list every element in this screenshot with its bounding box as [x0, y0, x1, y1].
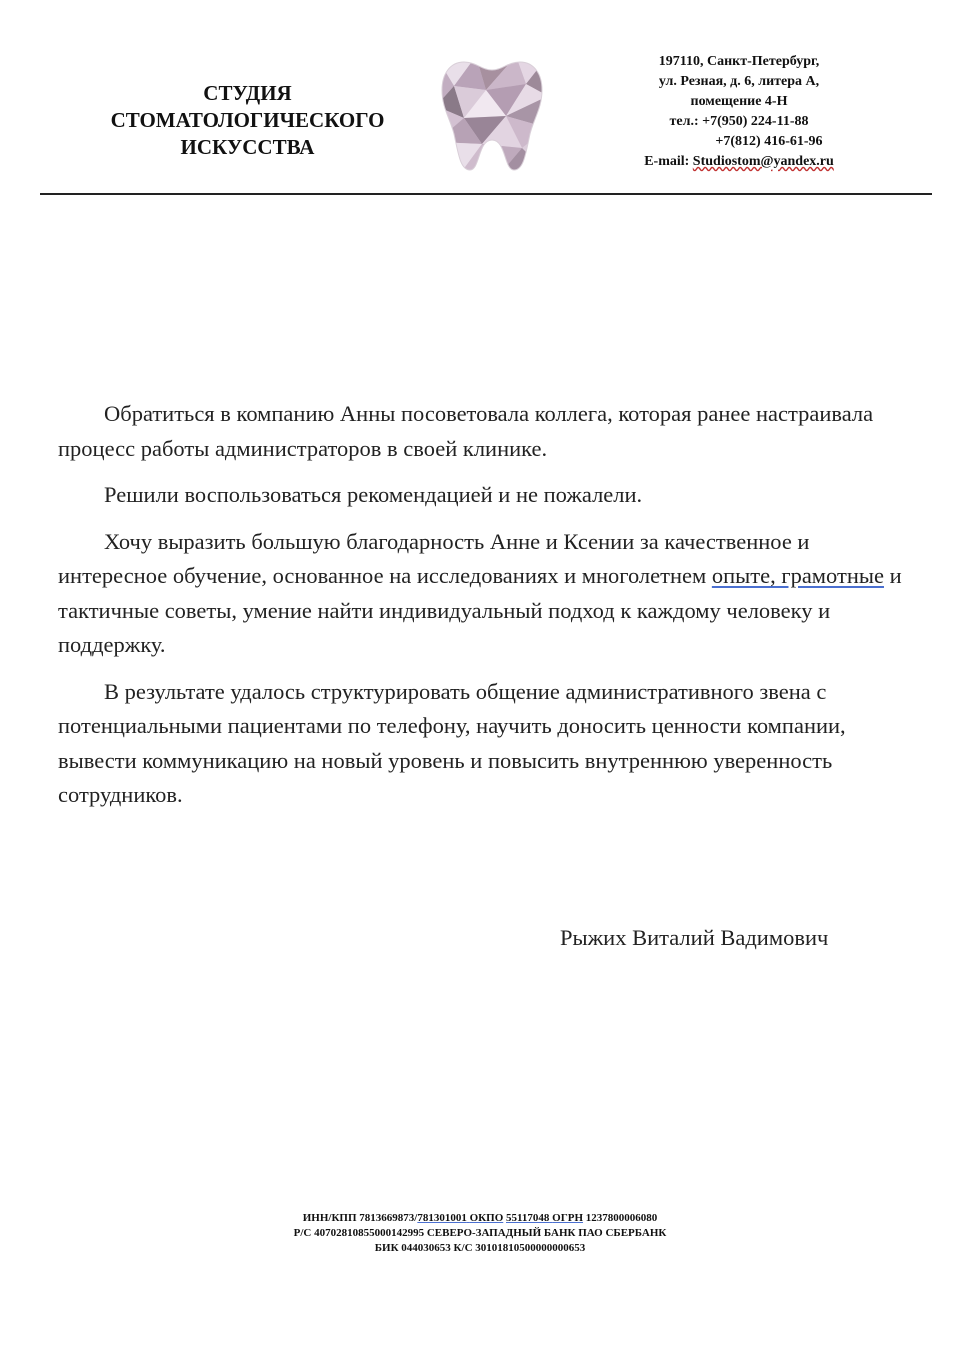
company-name-line-3: ИСКУССТВА	[180, 135, 315, 159]
address-line-1: 197110, Санкт-Петербург,	[658, 54, 820, 69]
bank-details-line-2: Р/С 40702810855000142995 СЕВЕРО-ЗАПАДНЫЙ БАНК ПАО СБЕРБАНК	[293, 1227, 667, 1239]
tooth-icon	[436, 56, 548, 174]
bank-details-line-1: ИНН/КПП 7813669873/781301001 ОКПО 55117048 ОГРН 1237800006080	[302, 1212, 658, 1224]
letter-body	[58, 397, 918, 825]
address-line-3: помещение 4-Н	[690, 94, 788, 109]
company-name	[80, 80, 415, 161]
company-name-line-2: СТОМАТОЛОГИЧЕСКОГО	[110, 108, 385, 132]
paragraph-4: В результате удалось структурировать общение административного звена с потенциальными пациентами по телефону, научить доносить ценности компании, вывести коммуникацию на новый уровень и повысить внутреннюю уверенность сотрудников.	[58, 678, 846, 807]
paragraph-3-underlined: опыте, грамотные	[711, 563, 884, 588]
paragraph-3-end: и тактичные советы, умение найти индивидуальный подход к каждому человеку и поддержку.	[58, 563, 902, 657]
okpo-label: ОКПО	[469, 1212, 504, 1224]
email-address: Studiostom@yandex.ru	[692, 154, 834, 169]
phone-line-1	[600, 112, 878, 132]
signature-name: Рыжих Виталий Вадимович	[560, 925, 829, 950]
paragraph-3	[58, 525, 918, 663]
ogrn-label: ОГРН	[552, 1212, 584, 1224]
okpo-value: 55117048	[506, 1212, 550, 1224]
paragraph-1: Обратиться в компанию Анны посоветовала коллега, которая ранее настраивала процесс работы администраторов в своей клинике.	[58, 401, 874, 461]
phone-label: тел.:	[669, 114, 699, 129]
company-name-line-1: СТУДИЯ	[203, 81, 292, 105]
phone-1: +7(950) 224-11-88	[702, 114, 809, 129]
inn-kpp-label: ИНН/КПП	[302, 1212, 357, 1224]
bank-details	[180, 1211, 780, 1256]
bank-details-line-3: БИК 044030653 К/С 30101810500000000653	[374, 1242, 586, 1254]
ogrn-value: 1237800006080	[585, 1212, 658, 1224]
phone-line-2	[600, 132, 878, 152]
header-divider	[40, 193, 932, 195]
email-line	[600, 152, 878, 172]
paragraph-3-start: Хочу выразить большую благодарность Анне и Ксении за качественное и интересное обучение, основанное на исследованиях и многолетнем	[58, 528, 810, 588]
kpp-value: 781301001	[417, 1212, 467, 1224]
inn-value: 7813669873	[359, 1212, 415, 1224]
email-label: E-mail:	[644, 154, 690, 169]
paragraph-2: Решили воспользоваться рекомендацией и не пожалели.	[104, 482, 643, 507]
phone-2: +7(812) 416-61-96	[715, 134, 823, 149]
contact-block	[600, 52, 878, 172]
address-line-2: ул. Резная, д. 6, литера А,	[658, 74, 820, 89]
